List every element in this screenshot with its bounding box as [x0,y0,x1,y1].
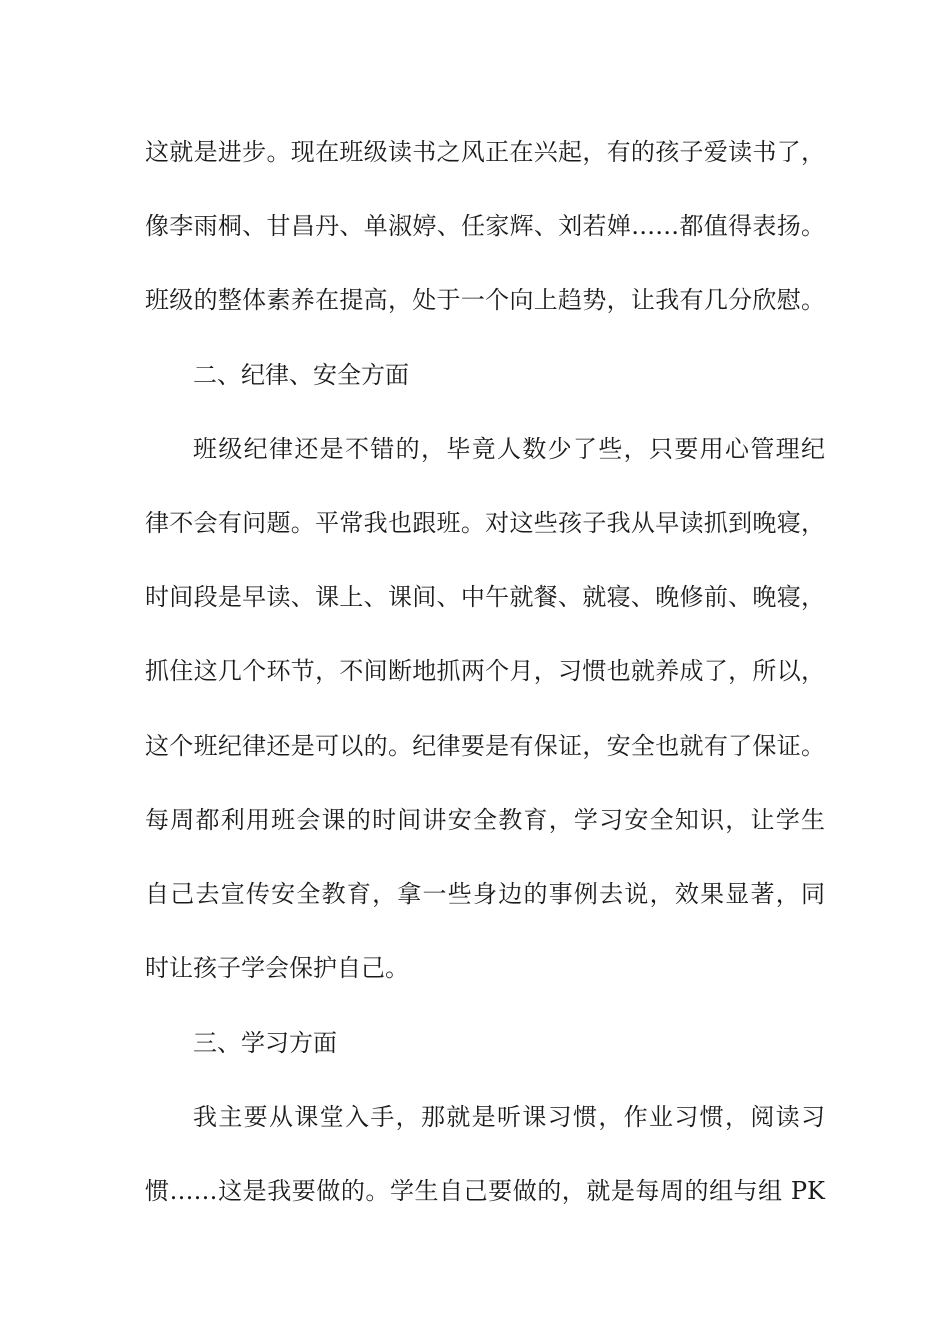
paragraph-line-9: 这个班纪律还是可以的。纪律要是有保证，安全也就有了保证。 [145,732,825,760]
paragraph-line-3: 班级的整体素养在提高，处于一个向上趋势，让我有几分欣慰。 [145,286,825,314]
section-heading-study: 三、学习方面 [193,1029,337,1057]
paragraph-line-11: 自己去宣传安全教育，拿一些身边的事例去说，效果显著，同 [145,880,825,908]
paragraph-line-8: 抓住这几个环节，不间断地抓两个月，习惯也就养成了，所以， [145,657,825,685]
paragraph-line-12: 时让孩子学会保护自己。 [145,954,409,982]
paragraph-line-1: 这就是进步。现在班级读书之风正在兴起，有的孩子爱读书了， [145,138,825,166]
section-heading-discipline-safety: 二、纪律、安全方面 [193,361,409,389]
paragraph-line-5: 班级纪律还是不错的，毕竟人数少了些，只要用心管理纪 [193,435,825,463]
paragraph-line-14: 我主要从课堂入手，那就是听课习惯，作业习惯，阅读习 [193,1103,825,1131]
paragraph-line-7: 时间段是早读、课上、课间、中午就餐、就寝、晚修前、晚寝， [145,583,825,611]
paragraph-line-10: 每周都利用班会课的时间讲安全教育，学习安全知识，让学生 [145,806,825,834]
paragraph-line-6: 律不会有问题。平常我也跟班。对这些孩子我从早读抓到晚寝， [145,509,825,537]
paragraph-line-15: 惯……这是我要做的。学生自己要做的，就是每周的组与组 PK [145,1177,825,1205]
paragraph-line-2: 像李雨桐、甘昌丹、单淑婷、任家辉、刘若婵……都值得表扬。 [145,212,825,240]
